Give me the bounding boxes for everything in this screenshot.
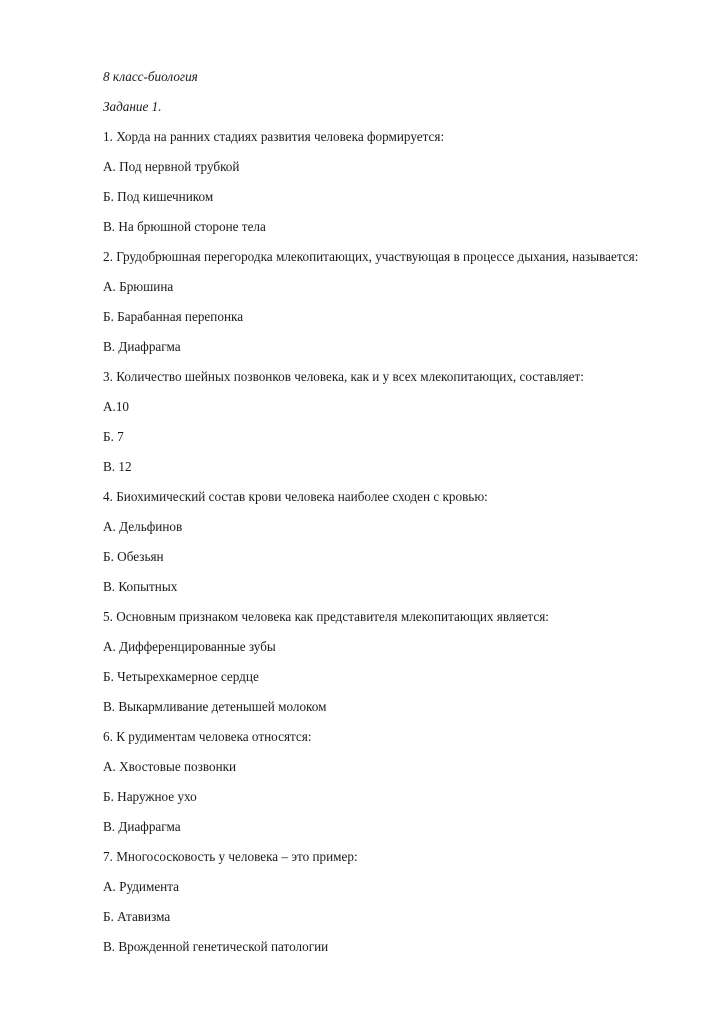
answer-option: Б. Атавизма [103,909,171,924]
question-text: 7. Многососковость у человека – это пример: [103,849,358,864]
question-text: 6. К рудиментам человека относятся: [103,729,312,744]
subject-heading: 8 класс-биология [103,69,198,84]
answer-option: А. Под нервной трубкой [103,159,240,174]
answer-option: А. Брюшина [103,279,174,294]
question-text: 2. Грудобрюшная перегородка млекопитающих, участвующая в процессе дыхания, называется: [103,249,639,264]
answer-option: А. Дифференцированные зубы [103,639,276,654]
question-list [103,128,703,968]
answer-option: В. На брюшной стороне тела [103,219,266,234]
question-text: 4. Биохимический состав крови человека наиболее сходен с кровью: [103,489,488,504]
task-heading: Задание 1. [103,99,162,114]
document-page [103,68,703,968]
answer-option: Б. Под кишечником [103,189,214,204]
answer-option: Б. Барабанная перепонка [103,309,244,324]
answer-option: В. Диафрагма [103,339,181,354]
answer-option: В. Диафрагма [103,819,181,834]
answer-option: В. Копытных [103,579,178,594]
answer-option: Б. Наружное ухо [103,789,197,804]
question-text: 1. Хорда на ранних стадиях развития человека формируется: [103,129,445,144]
question-text: 5. Основным признаком человека как представителя млекопитающих является: [103,609,549,624]
question-text: 3. Количество шейных позвонков человека, как и у всех млекопитающих, составляет: [103,369,584,384]
answer-option: А. Хвостовые позвонки [103,759,237,774]
answer-option: А.10 [103,399,130,414]
answer-option: А. Дельфинов [103,519,183,534]
answer-option: В. 12 [103,459,132,474]
answer-option: А. Рудимента [103,879,180,894]
answer-option: Б. 7 [103,429,124,444]
answer-option: Б. Четырехкамерное сердце [103,669,259,684]
answer-option: В. Выкармливание детенышей молоком [103,699,327,714]
answer-option: Б. Обезьян [103,549,164,564]
answer-option: В. Врожденной генетической патологии [103,939,329,954]
